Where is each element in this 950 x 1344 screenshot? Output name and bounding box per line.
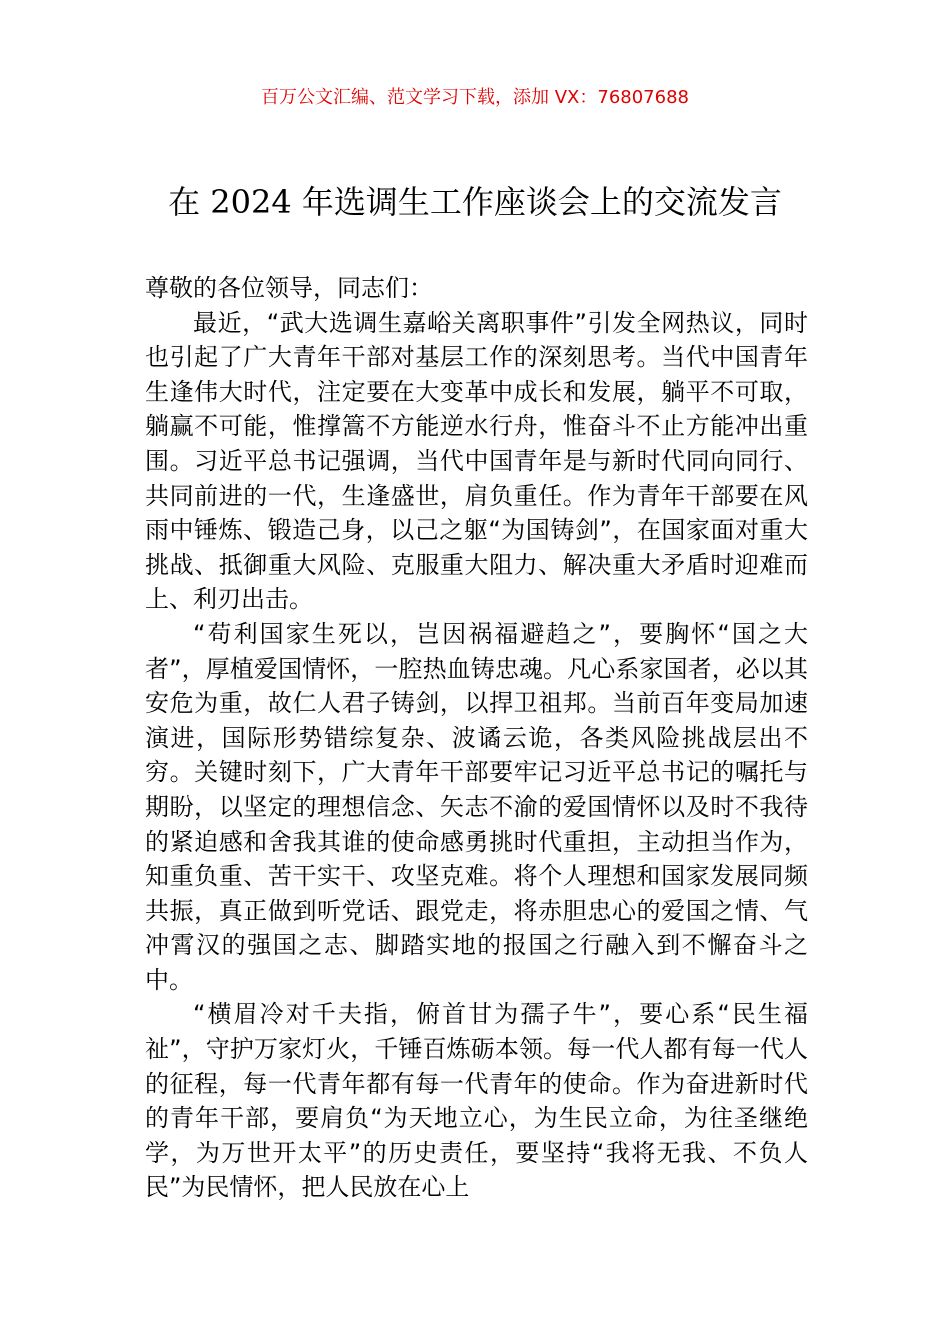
paragraph: “苟利国家生死以，岂因祸福避趋之”，要胸怀“国之大者”，厚植爱国情怀，一腔热血铸忠魂。凡心系家国者，必以其安危为重，故仁人君子铸剑，以捍卫祖邦。当前百年变局加速演进，国际形势错综复杂、波谲云诡，各类风险挑战层出不穷。关键时刻下，广大青年干部要牢记习近平总书记的嘱托与期盼，以坚定的理想信念、矢志不渝的爱国情怀以及时不我待的紧迫感和舍我其谁的使命感勇挑时代重担，主动担当作为，知重负重、苦干实干、攻坚克难。将个人理想和国家发展同频共振，真正做到听党话、跟党走，将赤胆忠心的爱国之情、气冲霄汉的强国之志、脚踏实地的报国之行融入到不懈奋斗之中。 bbox=[145, 619, 808, 994]
document-body bbox=[145, 271, 808, 1205]
download-notice: 百万公文汇编、范文学习下载，添加 VX：76807688 bbox=[261, 87, 689, 108]
document-title: 在 2024 年选调生工作座谈会上的交流发言 bbox=[168, 183, 782, 221]
salutation: 尊敬的各位领导，同志们： bbox=[145, 274, 433, 302]
paragraph: “横眉冷对千夫指，俯首甘为孺子牛”，要心系“民生福祉”，守护万家灯火，千锤百炼砺本领。每一代人都有每一代人的征程，每一代青年都有每一代青年的使命。作为奋进新时代的青年干部，要肩负“为天地立心，为生民立命，为往圣继绝学，为万世开太平”的历史责任，要坚持“我将无我、不负人民”为民情怀，把人民放在心上 bbox=[145, 1000, 808, 1202]
paragraph: 最近，“武大选调生嘉峪关离职事件”引发全网热议，同时也引起了广大青年干部对基层工作的深刻思考。当代中国青年生逢伟大时代，注定要在大变革中成长和发展，躺平不可取，躺赢不可能，惟撑篙不方能逆水行舟，惟奋斗不止方能冲出重围。习近平总书记强调，当代中国青年是与新时代同向同行、共同前进的一代，生逢盛世，肩负重任。作为青年干部要在风雨中锤炼、锻造己身，以己之躯“为国铸剑”，在国家面对重大挑战、抵御重大风险、克服重大阻力、解决重大矛盾时迎难而上、利刃出击。 bbox=[145, 308, 808, 614]
